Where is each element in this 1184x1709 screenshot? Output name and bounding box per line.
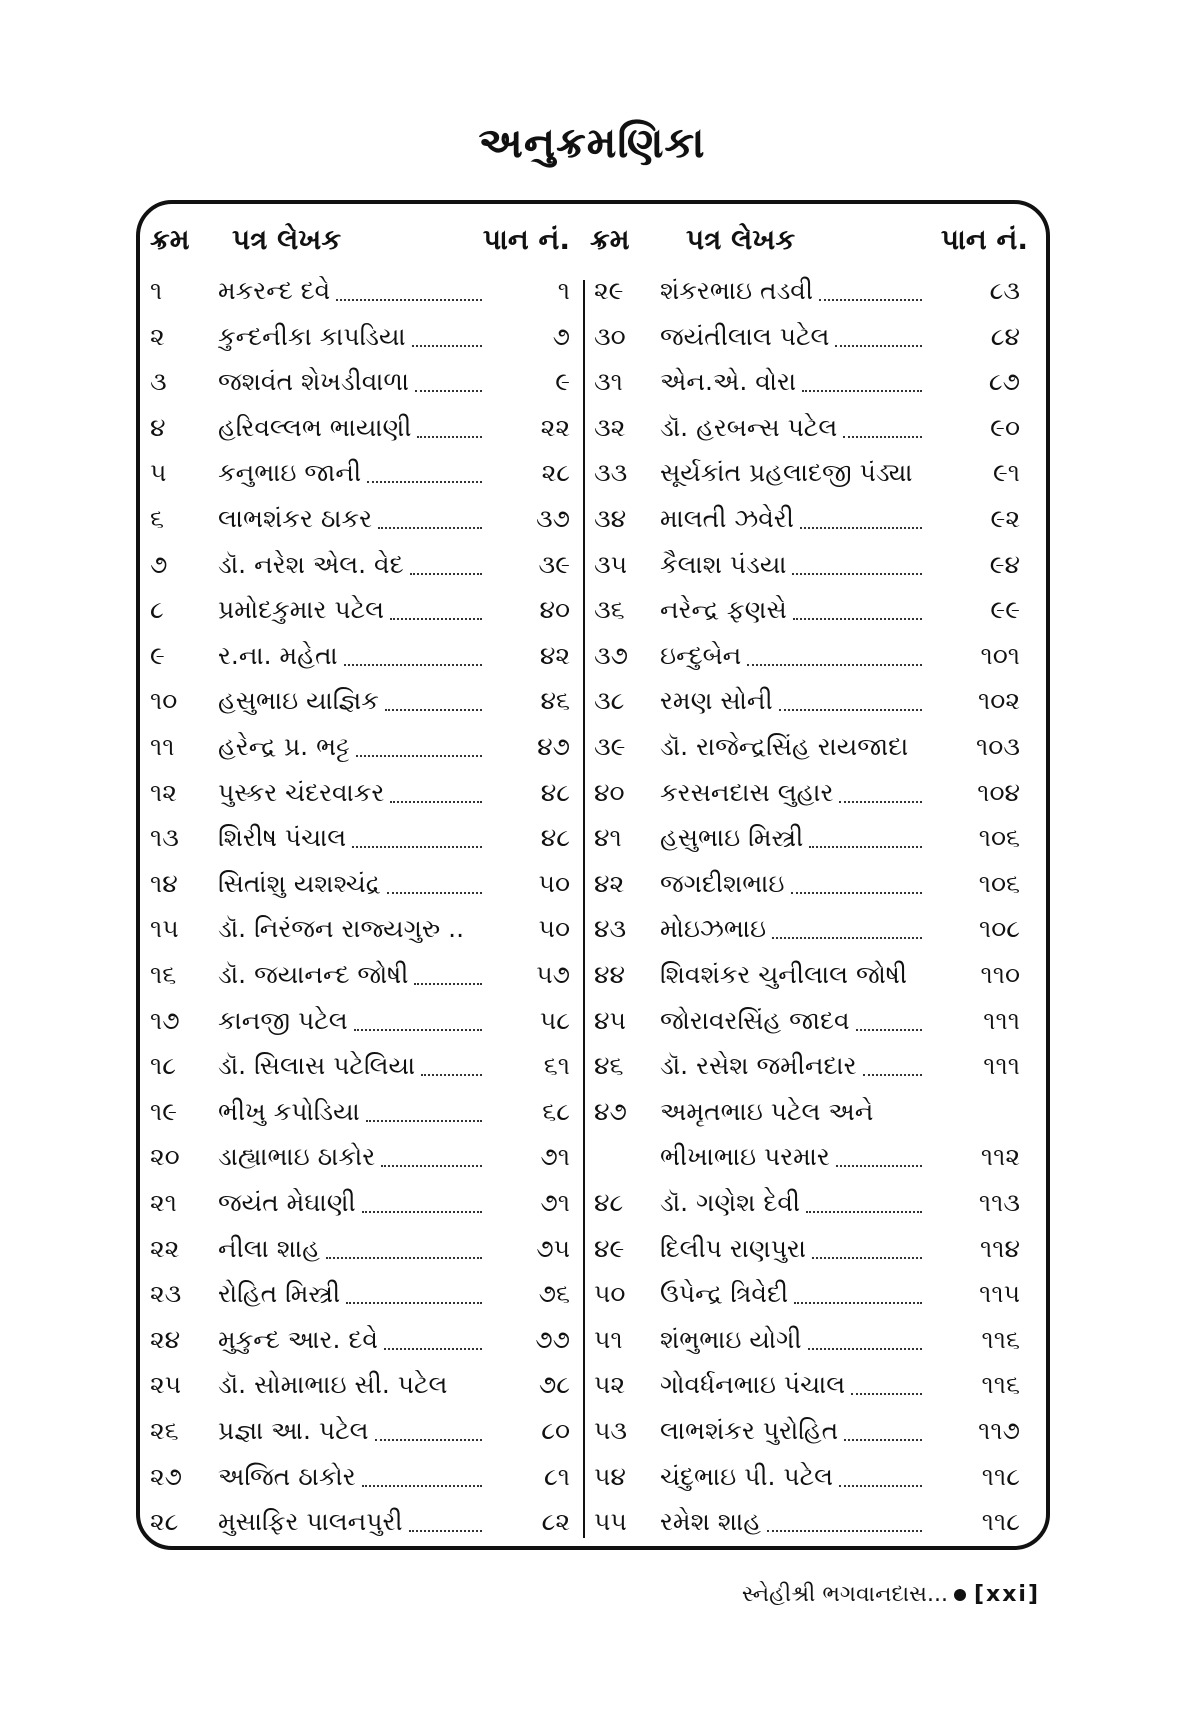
entry-author: [660, 1043, 928, 1089]
author-name: જયંત મેઘાણી: [218, 1188, 356, 1217]
entry-number: ૪૩: [594, 914, 627, 944]
author-name: શંકરભાઇ તડવી: [660, 276, 814, 305]
dot-leader: [800, 525, 922, 529]
entry-number: ૧૦: [150, 686, 178, 716]
table-row: [0, 1180, 1184, 1226]
entry-author: [660, 496, 928, 542]
dot-leader: [802, 388, 922, 392]
author-name: ઉપેન્દ્ર ત્રિવેદી: [660, 1279, 789, 1309]
entry-page: ૪૮: [540, 823, 570, 853]
author-name: નરેન્દ્ર ફણસે: [660, 595, 787, 625]
author-name: ભીખુ કપોડિયા: [218, 1096, 360, 1126]
author-name: જયંતીલાલ પટેલ: [660, 321, 830, 351]
author-name: અજિત ઠાકોર: [218, 1461, 356, 1491]
entry-page: ૧૧૨: [980, 1142, 1020, 1172]
author-name: પ્રમોદકુમાર પટેલ: [218, 595, 385, 625]
entry-number: ૨: [150, 321, 165, 351]
entry-number: ૧૩: [150, 823, 179, 853]
table-row: [0, 1499, 1184, 1545]
page-footer: [680, 1582, 1040, 1607]
dot-leader: [772, 935, 922, 939]
entry-page: ૨૨: [540, 412, 570, 442]
entry-page: ૫૦: [538, 868, 570, 898]
entry-page: ૪૨: [539, 640, 570, 670]
entry-page: ૧૧૬: [981, 1370, 1020, 1400]
author-name: મુકુન્દ આર. દવે: [218, 1324, 378, 1354]
author-name: ડૉ. નિરંજન રાજ્યગુરુ ..: [218, 914, 465, 944]
author-name: રોહિત મિસ્ત્રી: [218, 1279, 341, 1309]
entry-page: ૧૧૪: [979, 1233, 1020, 1263]
entry-page: ૧૧૩: [978, 1188, 1020, 1217]
entry-number: ૪૧: [594, 823, 622, 853]
entry-author: [660, 1089, 928, 1135]
entry-author: [660, 587, 928, 633]
dot-leader: [793, 616, 922, 620]
header-paan-left: પાન નં.: [482, 223, 570, 256]
entry-page: ૩૯: [538, 549, 570, 579]
entry-number: ૪૯: [594, 1233, 625, 1263]
entry-page: ૧૧૮: [981, 1461, 1020, 1491]
footer-book-title: સ્નેહીશ્રી ભગવાનદાસ...: [741, 1582, 948, 1607]
entry-page: ૫૭: [536, 960, 570, 989]
entry-author: [660, 1180, 928, 1226]
entry-page: ૧૦૧: [980, 640, 1020, 670]
author-name: હરેન્દ્ર પ્ર. ભટ્ટ: [218, 732, 350, 761]
author-name: દિલીપ રાણપુરા: [660, 1233, 806, 1263]
author-name: શંભુભાઇ યોગી: [660, 1324, 802, 1354]
author-name: ભીખાભાઇ પરમાર: [660, 1142, 830, 1172]
entry-page: ૧૧૮: [981, 1507, 1020, 1537]
entry-page: ૧૦૩: [976, 732, 1020, 761]
entry-number: ૨૨: [150, 1233, 180, 1263]
entry-author: [660, 770, 928, 816]
entry-author: [660, 906, 928, 952]
entry-page: ૯: [555, 367, 570, 397]
entry-author: [660, 1362, 928, 1408]
author-name: ર.ના. મહેતા: [218, 640, 338, 670]
entry-number: ૪૬: [594, 1051, 624, 1081]
author-name: શિવશંકર ચુનીલાલ જોષી: [660, 960, 907, 989]
table-row: [0, 1226, 1184, 1272]
entry-page: ૬૧: [543, 1051, 570, 1081]
author-name: ડૉ. ગણેશ દેવી: [660, 1188, 801, 1217]
entry-author: [660, 633, 928, 679]
author-name: હસુભાઇ મિસ્ત્રી: [660, 823, 804, 853]
entry-number: ૩૯: [594, 732, 626, 761]
author-name: સિતાંશુ યશશ્ચંદ્ર: [218, 868, 381, 898]
dot-leader: [792, 571, 922, 575]
entry-author: [660, 314, 928, 360]
author-name: ઇન્દુબેન: [660, 640, 742, 670]
entry-number: ૩૬: [594, 595, 625, 625]
entry-number: ૩૨: [594, 412, 626, 442]
dot-leader: [812, 1255, 922, 1259]
entry-number: ૯: [150, 640, 165, 670]
entry-page: ૮૪: [990, 321, 1020, 351]
entry-page: ૧૧૬: [981, 1324, 1020, 1354]
entry-number: ૪૨: [594, 868, 625, 898]
entry-page: ૧૦૮: [978, 914, 1020, 944]
entry-author: [660, 359, 928, 405]
dot-leader: [747, 662, 922, 666]
entry-number: ૬: [150, 504, 165, 533]
entry-page: ૪૭: [537, 732, 570, 761]
dot-leader: [836, 1163, 922, 1167]
table-row: [0, 587, 1184, 633]
entry-number: ૧૫: [150, 914, 179, 944]
author-name: મુસાફિર પાલનપુરી: [218, 1507, 403, 1537]
header-lekhak-right: પત્ર લેખક: [686, 223, 796, 256]
entry-number: ૪૭: [594, 1096, 627, 1126]
author-name: ડૉ. સિલાસ પટેલિયા: [218, 1051, 416, 1081]
entry-page: ૩૭: [535, 504, 570, 533]
author-name: પુસ્કર ચંદરવાકર: [218, 777, 385, 807]
header-paan-right: પાન નં.: [940, 223, 1028, 256]
entry-page: ૧૦૬: [978, 868, 1020, 898]
entry-number: ૩૮: [594, 686, 625, 716]
entry-number: ૨૮: [150, 1507, 179, 1537]
author-name: એન.એ. વોરા: [660, 367, 797, 397]
author-name: ડૉ. નરેશ એલ. વેદ: [218, 549, 404, 579]
table-row: [0, 405, 1184, 451]
author-name: જશવંત શેખડીવાળા: [218, 367, 410, 397]
entry-author: [660, 1408, 928, 1454]
entry-number: ૪૦: [594, 777, 625, 807]
table-row: [0, 1362, 1184, 1408]
entry-number: ૮: [150, 595, 164, 625]
entry-author: [660, 405, 928, 451]
entry-page: ૮૨: [541, 1507, 570, 1537]
entry-page: ૯૨: [990, 504, 1020, 533]
table-row: [0, 998, 1184, 1044]
dot-leader: [839, 1483, 922, 1487]
entry-page: ૭૧: [540, 1188, 570, 1217]
entry-page: ૧૦૬: [978, 823, 1020, 853]
entry-page: ૧૧૧: [983, 1005, 1020, 1035]
entry-page: ૬૮: [542, 1096, 570, 1126]
entry-page: ૪૮: [540, 777, 570, 807]
entry-author: [660, 815, 928, 861]
entry-author: [660, 1454, 928, 1500]
author-name: અમૃતભાઇ પટેલ અને: [660, 1096, 874, 1126]
table-row: [0, 1134, 1184, 1180]
table-row: [0, 1043, 1184, 1089]
entry-page: ૭૭: [535, 1324, 570, 1354]
dot-leader: [794, 1300, 922, 1304]
author-name: ડૉ. રસેશ જમીનદાર: [660, 1051, 857, 1081]
entry-page: ૮૭: [988, 367, 1020, 397]
dot-leader: [839, 799, 922, 803]
entry-page: ૯૦: [990, 412, 1020, 442]
entry-author: [660, 1226, 928, 1272]
dot-leader: [835, 343, 922, 347]
dot-leader: [808, 1346, 922, 1350]
entry-number: ૩૫: [594, 549, 628, 579]
entry-number: ૧૭: [150, 1005, 180, 1035]
table-row: [0, 1317, 1184, 1363]
author-name: કાનજી પટેલ: [218, 1005, 348, 1035]
author-name: હસુભાઇ યાજ્ઞિક: [218, 686, 379, 716]
table-row: [0, 952, 1184, 998]
author-name: ગોવર્ધનભાઇ પંચાલ: [660, 1370, 846, 1400]
author-name: માલતી ઝવેરી: [660, 504, 794, 533]
entry-page: ૪૦: [539, 595, 570, 625]
entry-author: [660, 1271, 928, 1317]
author-name: હરિવલ્લભ ભાયાણી: [218, 412, 412, 442]
entry-author: [660, 724, 928, 770]
entry-number: ૭: [150, 549, 168, 579]
entry-page: [950, 1089, 1020, 1135]
author-name: લાભશંકર ઠાકર: [218, 504, 373, 533]
entry-number: ૫૨: [594, 1370, 626, 1400]
author-name: શિરીષ પંચાલ: [218, 823, 347, 853]
entry-page: ૧૧૫: [979, 1279, 1020, 1309]
entry-number: ૩૩: [594, 458, 628, 488]
entry-page: ૭૬: [538, 1279, 570, 1309]
dot-leader: [843, 434, 922, 438]
entry-number: ૩૭: [594, 640, 629, 670]
entry-number: ૪: [150, 412, 166, 442]
entry-page: ૭: [552, 321, 570, 351]
entry-number: ૨૫: [150, 1370, 182, 1400]
table-row: [0, 542, 1184, 588]
entry-number: [594, 1134, 654, 1180]
dot-leader: [767, 1528, 922, 1532]
entry-number: ૧૨: [150, 777, 177, 807]
author-name: કનુભાઇ જાની: [218, 458, 362, 488]
table-row: [0, 770, 1184, 816]
entry-number: ૫: [150, 458, 167, 488]
author-name: લાભશંકર પુરોહિત: [660, 1416, 839, 1445]
footer-page-number: [xxi]: [973, 1582, 1040, 1607]
dot-leader: [779, 707, 922, 711]
author-name: કરસનદાસ લુહાર: [660, 777, 834, 807]
table-row: [0, 633, 1184, 679]
entry-author: [660, 542, 928, 588]
table-row: [0, 906, 1184, 952]
table-row: [0, 815, 1184, 861]
header-kram-right: ક્રમ: [590, 223, 630, 256]
entry-author: [660, 1499, 928, 1545]
entry-page: ૧૧૭: [978, 1416, 1020, 1445]
table-row: [0, 1089, 1184, 1135]
entry-number: ૨૩: [150, 1279, 182, 1309]
author-name: કુન્દનીકા કાપડિયા: [218, 321, 406, 351]
entry-number: ૨૪: [150, 1324, 181, 1354]
entry-page: ૪૬: [540, 686, 570, 716]
table-row: [0, 496, 1184, 542]
entry-author: [660, 1317, 928, 1363]
entry-number: ૨૧: [150, 1188, 177, 1217]
author-name: ચંદુભાઇ પી. પટેલ: [660, 1461, 834, 1491]
dot-leader: [856, 1027, 922, 1031]
entry-number: ૧: [150, 276, 163, 305]
entry-number: ૫૦: [594, 1279, 626, 1309]
page-title: અનુક્રમણિકા: [478, 118, 706, 167]
table-row: [0, 861, 1184, 907]
entry-number: ૧૪: [150, 868, 178, 898]
entry-number: ૫૫: [594, 1507, 627, 1537]
entry-number: ૨૦: [150, 1142, 180, 1172]
table-row: [0, 678, 1184, 724]
entry-page: ૧૧૦: [980, 960, 1020, 989]
entry-page: ૮૦: [541, 1416, 570, 1445]
author-name: કૈલાશ પંડયા: [660, 549, 787, 579]
author-name: મકરન્દ દવે: [218, 276, 331, 305]
author-name: પ્રજ્ઞા આ. પટેલ: [218, 1416, 369, 1445]
entry-page: ૯૧: [992, 458, 1020, 488]
table-row: [0, 314, 1184, 360]
entry-number: ૧૧: [150, 732, 175, 761]
dot-leader: [851, 1391, 922, 1395]
author-name: રમણ સોની: [660, 686, 773, 716]
entry-page: ૧૦૪: [977, 777, 1020, 807]
entry-number: ૩૧: [594, 367, 623, 397]
entry-page: ૮૧: [543, 1461, 570, 1491]
entry-number: ૨૬: [150, 1416, 179, 1445]
entry-page: ૫૮: [539, 1005, 570, 1035]
table-row: [0, 268, 1184, 314]
table-row: [0, 359, 1184, 405]
entry-number: ૧૯: [150, 1096, 178, 1126]
dot-leader: [806, 1209, 922, 1213]
bullet-icon: [954, 1589, 966, 1601]
entry-number: ૪૪: [594, 960, 626, 989]
entry-author: [660, 678, 928, 724]
entry-number: ૫૪: [594, 1461, 626, 1491]
header-kram-left: ક્રમ: [150, 223, 190, 256]
entry-author: [660, 952, 928, 998]
author-name: રમેશ શાહ: [660, 1507, 761, 1537]
table-row: [0, 724, 1184, 770]
table-row: [0, 1408, 1184, 1454]
entry-page: ૭૮: [538, 1370, 570, 1400]
author-name: મોઇઝભાઇ: [660, 914, 767, 944]
entry-number: ૩૦: [594, 321, 626, 351]
entry-number: ૩: [150, 367, 167, 397]
dot-leader: [791, 890, 922, 894]
entry-page: ૧: [557, 276, 570, 305]
author-name: જગદીશભાઇ: [660, 868, 785, 898]
entry-page: ૧૧૧: [983, 1051, 1020, 1081]
author-name: નીલા શાહ: [218, 1233, 320, 1263]
entry-author: [660, 861, 928, 907]
dot-leader: [809, 844, 922, 848]
table-row: [0, 450, 1184, 496]
entry-number: ૪૫: [594, 1005, 626, 1035]
author-name: સૂર્યકાંત પ્રહલાદજી પંડ્યા: [660, 458, 913, 488]
author-name: ડૉ. જયાનન્દ જોષી: [218, 960, 409, 989]
entry-author: [660, 450, 928, 496]
entry-page: ૭૧: [540, 1142, 570, 1172]
dot-leader: [844, 1437, 922, 1441]
entry-number: ૫૧: [594, 1324, 623, 1354]
author-name: ડૉ. હરબન્સ પટેલ: [660, 412, 838, 442]
author-name: ડૉ. સોમાભાઇ સી. પટેલ: [218, 1370, 448, 1400]
author-name: ડૉ. રાજેન્દ્રસિંહ રાયજાદા: [660, 732, 909, 761]
entry-number: ૧૬: [150, 960, 177, 989]
entry-page: ૮૩: [989, 276, 1020, 305]
entry-author: [660, 1134, 928, 1180]
entry-page: ૧૦૨: [978, 686, 1020, 716]
entry-page: ૯૯: [990, 595, 1020, 625]
table-row: [0, 1271, 1184, 1317]
header-lekhak-left: પત્ર લેખક: [232, 223, 342, 256]
entry-author: [660, 268, 928, 314]
entry-page: ૯૪: [989, 549, 1020, 579]
dot-leader: [819, 297, 922, 301]
entry-number: ૨૭: [150, 1461, 183, 1491]
entry-number: ૫૩: [594, 1416, 628, 1445]
author-name: જોરાવરસિંહ જાદવ: [660, 1005, 850, 1035]
dot-leader: [863, 1072, 922, 1076]
author-name: ડાહ્યાભાઇ ઠાકોર: [218, 1142, 376, 1172]
entry-number: ૧૮: [150, 1051, 177, 1081]
entry-author: [660, 998, 928, 1044]
entry-page: ૫૦: [538, 914, 570, 944]
entry-page: ૭૫: [536, 1233, 570, 1263]
entry-number: ૪૮: [594, 1188, 624, 1217]
entry-page: ૨૮: [541, 458, 570, 488]
entry-number: ૨૯: [594, 276, 624, 305]
entry-number: ૩૪: [594, 504, 627, 533]
table-row: [0, 1454, 1184, 1500]
